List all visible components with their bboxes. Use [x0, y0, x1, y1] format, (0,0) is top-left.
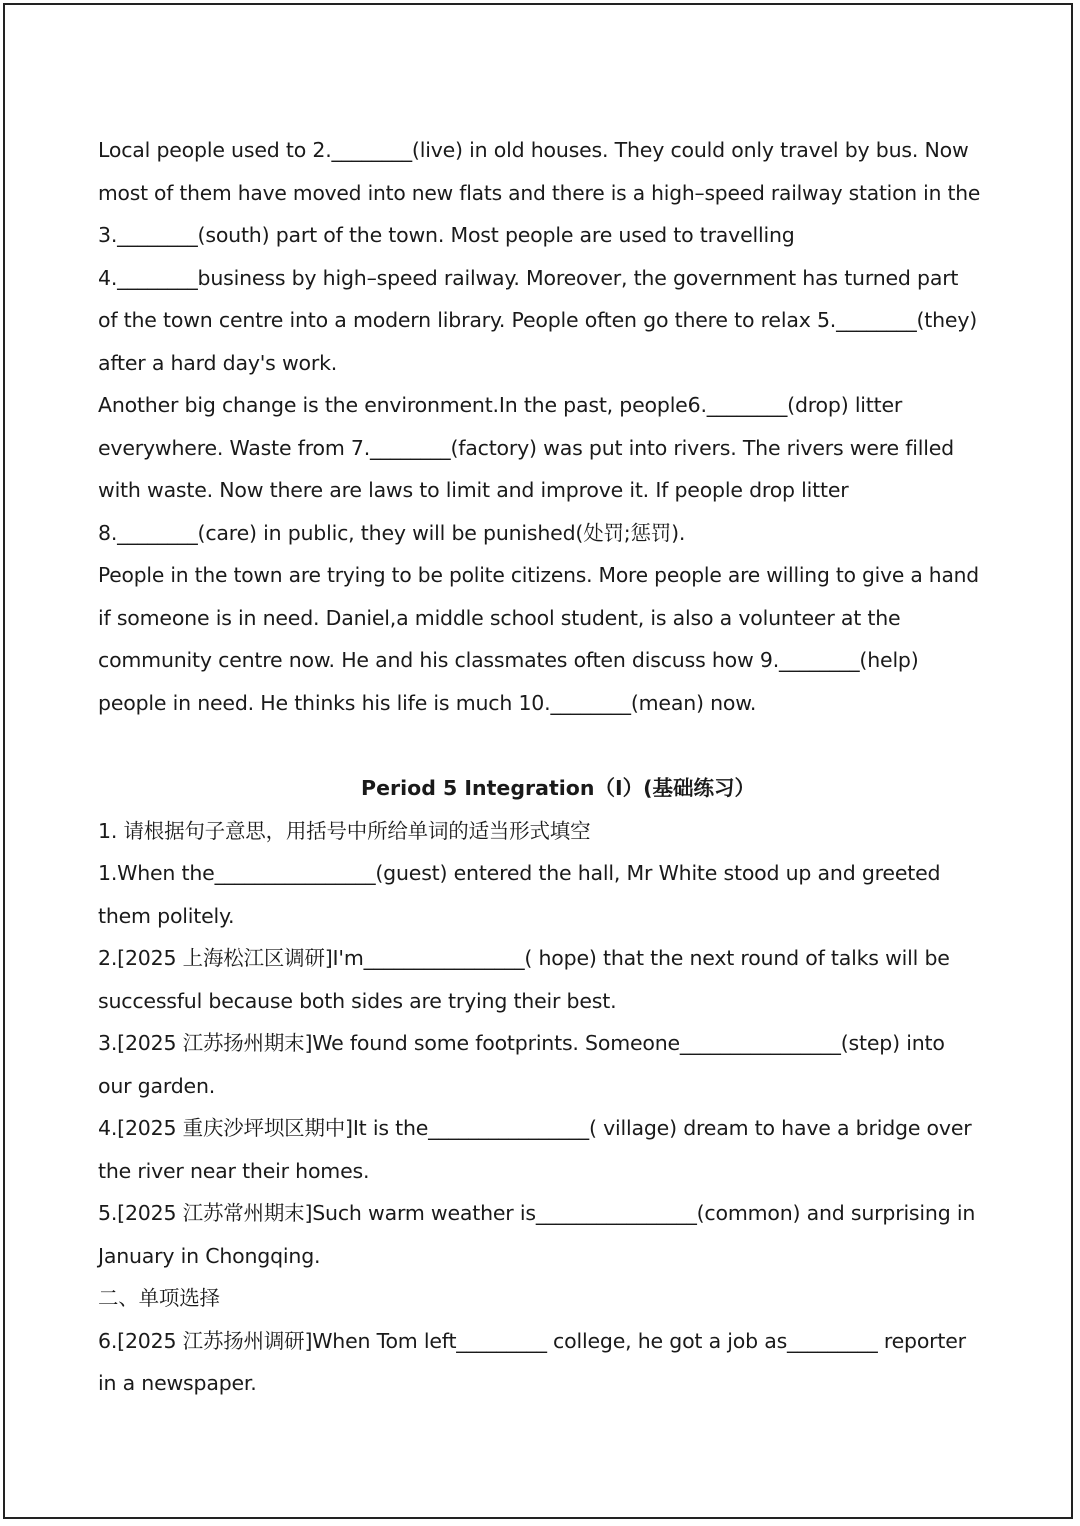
- question-line: 2.[2025 上海松江区调研]I'm________________( hope) that the next round of talks will be: [98, 946, 950, 970]
- passage-line: Another big change is the environment.In the past, people6.________(drop) litter: [98, 393, 903, 417]
- question-line: our garden.: [98, 1073, 216, 1098]
- question-line: 4.[2025 重庆沙坪坝区期中]It is the________________( village) dream to have a bridge over: [98, 1116, 972, 1140]
- passage-line: People in the town are trying to be polite citizens. More people are willing to give a hand: [98, 563, 979, 587]
- question-line: them politely.: [98, 903, 235, 928]
- question-line: the river near their homes.: [98, 1158, 370, 1183]
- passage: [98, 129, 988, 724]
- passage-line: everywhere. Waste from 7.________(factory) was put into rivers. The rivers were filled: [98, 435, 954, 460]
- passage-line: of the town centre into a modern library. People often go there to relax 5.________(they): [98, 308, 978, 332]
- question-line: 1.When the________________(guest) entered the hall, Mr White stood up and greeted: [98, 861, 941, 885]
- passage-line: if someone is in need. Daniel,a middle school student, is also a volunteer at the: [98, 605, 901, 630]
- question-line: 5.[2025 江苏常州期末]Such warm weather is________________(common) and surprising in: [98, 1201, 976, 1225]
- passage-line: 3.________(south) part of the town. Most people are used to travelling: [98, 223, 795, 247]
- passage-line: Local people used to 2.________(live) in old houses. They could only travel by bus. Now: [98, 138, 969, 162]
- passage-line: with waste. Now there are laws to limit and improve it. If people drop litter: [98, 478, 849, 502]
- worksheet-content: [98, 129, 988, 1405]
- question-line: 3.[2025 江苏扬州期末]We found some footprints. Someone________________(step) into: [98, 1031, 945, 1055]
- question-line: in a newspaper.: [98, 1371, 257, 1395]
- passage-line: community centre now. He and his classmates often discuss how 9.________(help): [98, 648, 919, 672]
- passage-line: most of them have moved into new flats and there is a high–speed railway station in the: [98, 180, 981, 205]
- multiple-choice-questions: [98, 1320, 988, 1405]
- part1-heading: 1. 请根据句子意思，用括号中所给单词的适当形式填空: [98, 818, 591, 843]
- section-spacer: [98, 724, 988, 767]
- part2-heading: 二、单项选择: [98, 1286, 220, 1310]
- section-title: Period 5 Integration（I）(基础练习）: [361, 776, 755, 800]
- passage-line: after a hard day's work.: [98, 350, 338, 375]
- passage-line: 4.________business by high–speed railway. Moreover, the government has turned part: [98, 265, 959, 290]
- passage-line: people in need. He thinks his life is much 10.________(mean) now.: [98, 690, 757, 715]
- fill-in-questions: [98, 852, 988, 1277]
- passage-line: 8.________(care) in public, they will be punished(处罚;惩罚).: [98, 520, 686, 545]
- question-line: January in Chongqing.: [98, 1243, 321, 1268]
- question-line: 6.[2025 江苏扬州调研]When Tom left_________ college, he got a job as_________ reporter: [98, 1328, 966, 1353]
- question-line: successful because both sides are trying their best.: [98, 988, 617, 1013]
